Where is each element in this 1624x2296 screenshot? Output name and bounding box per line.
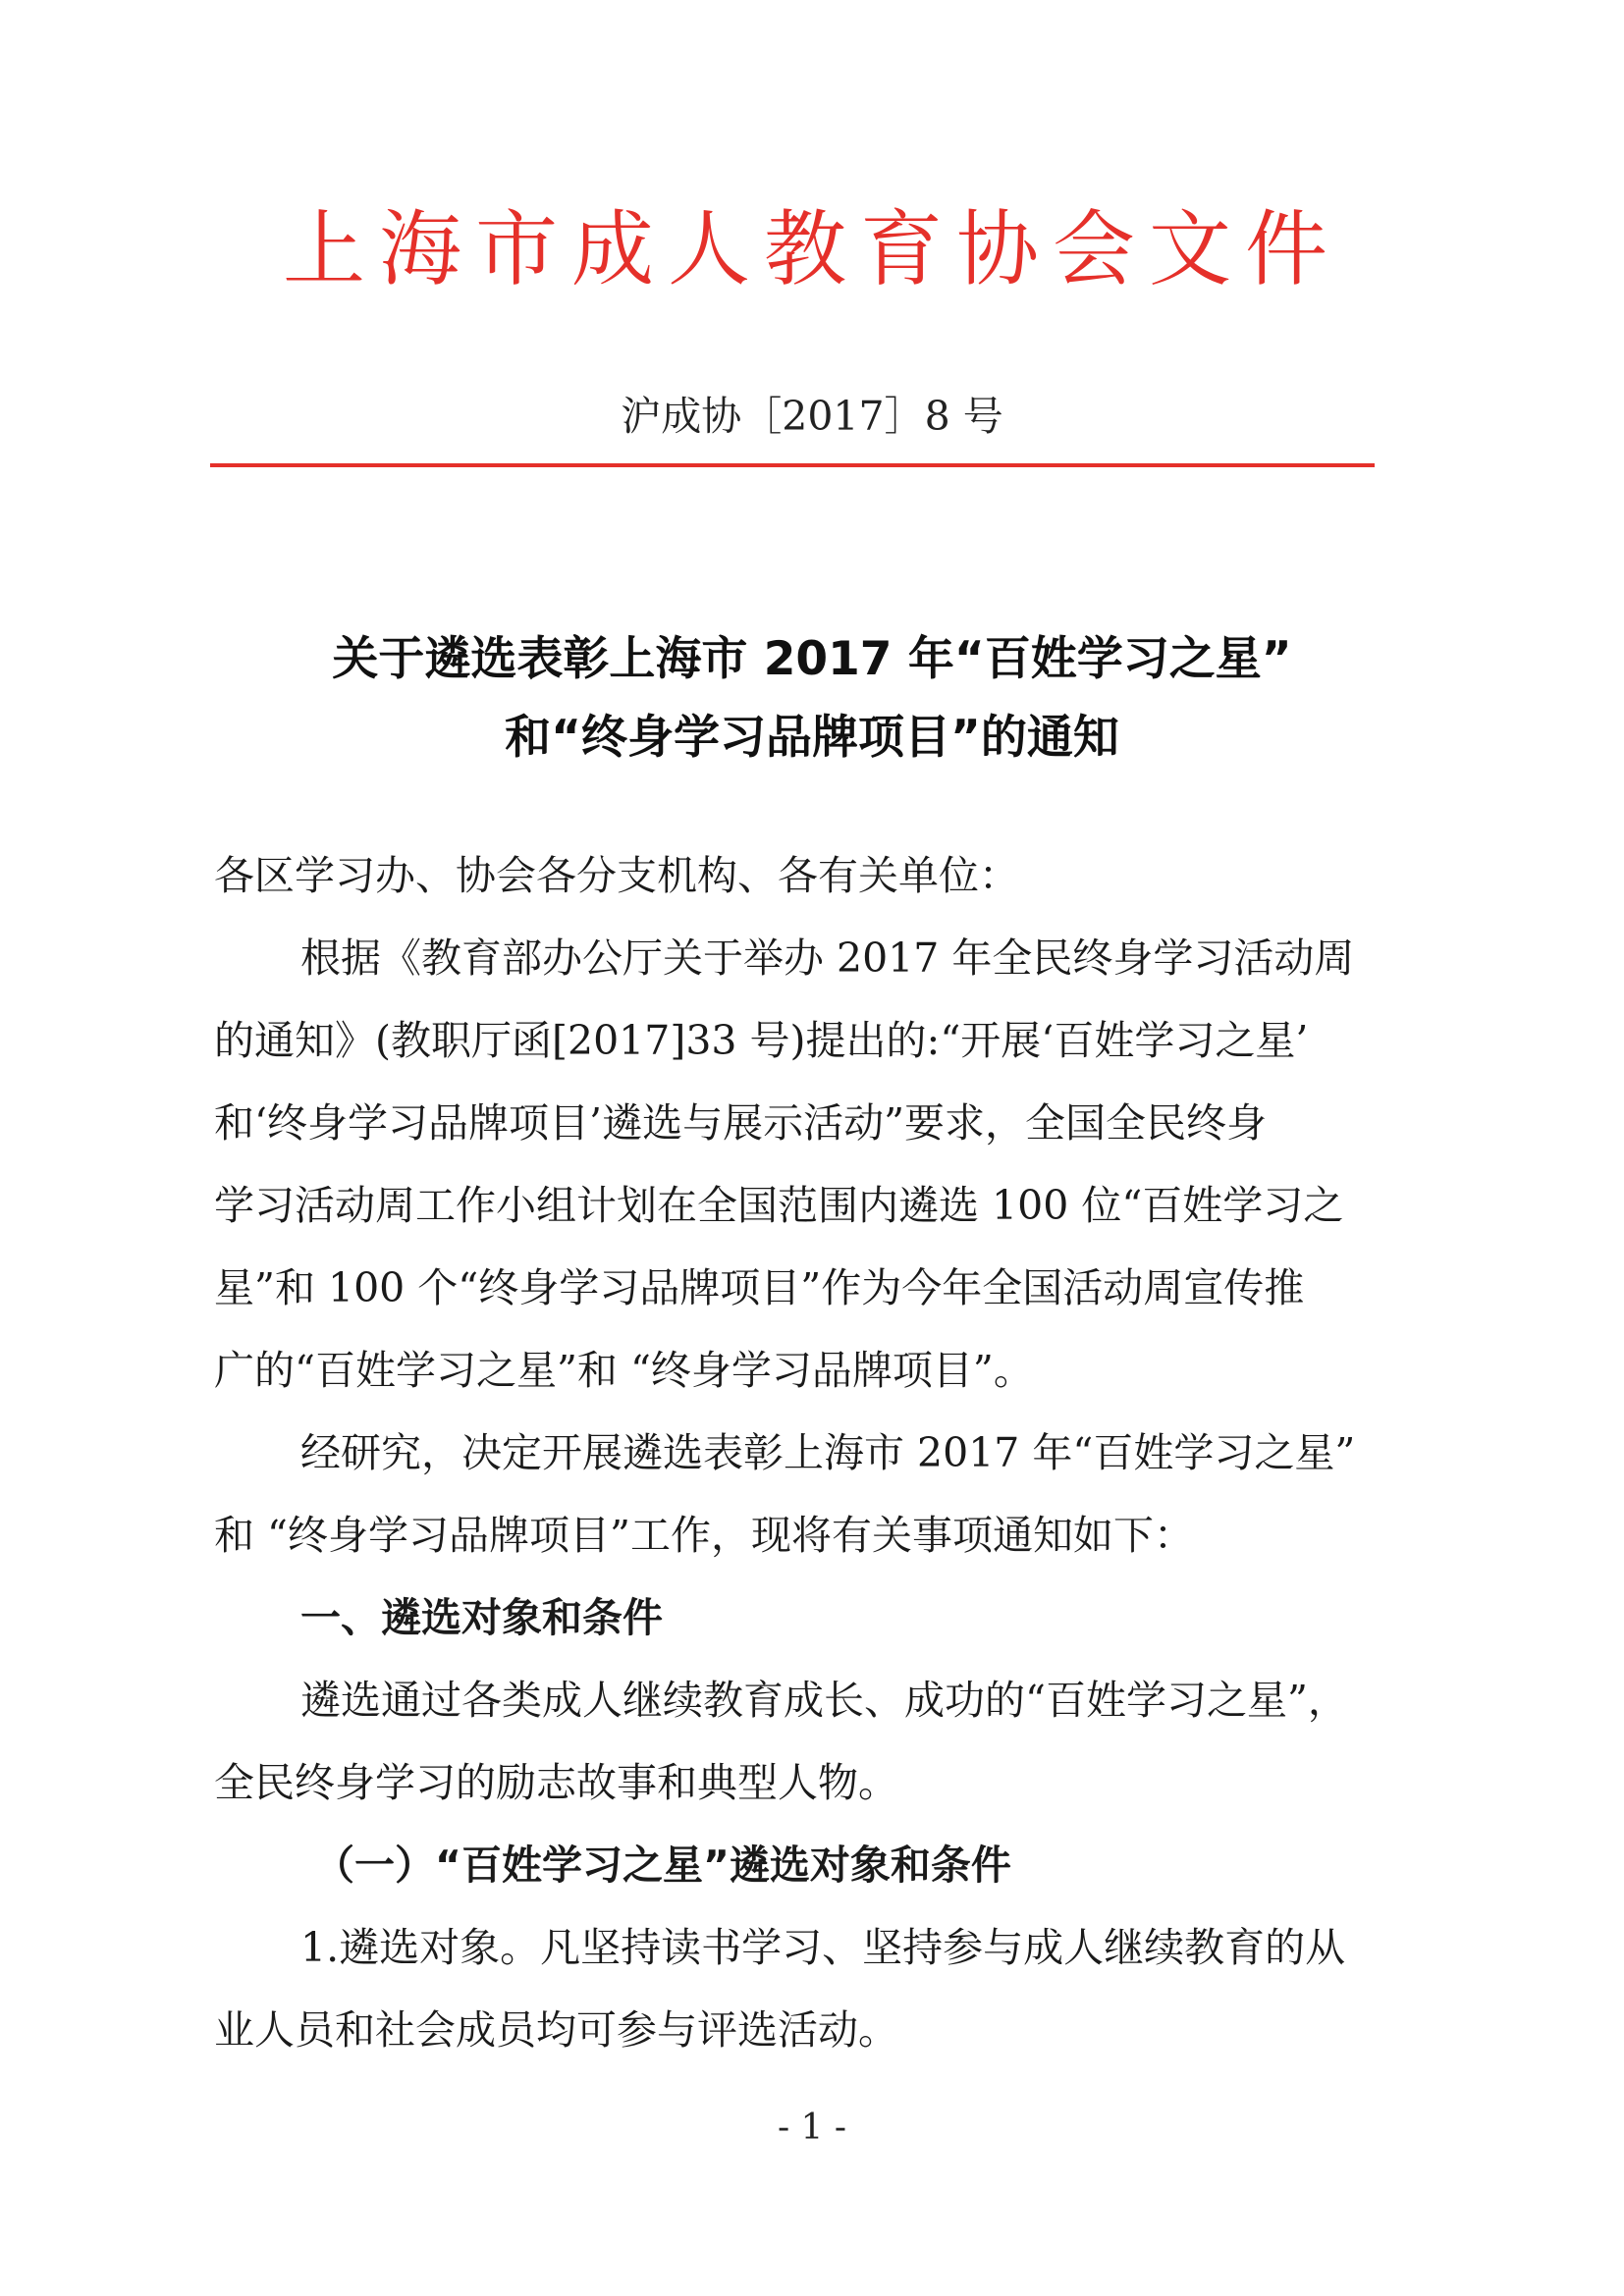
notice-title-line-2: 和“终身学习品牌项目”的通知	[505, 711, 1119, 765]
paragraph-1-line: 的通知》(教职厅函[2017]33 号)提出的:“开展‘百姓学习之星’	[214, 1017, 1309, 1064]
paragraph-4-line: 业人员和社会成员均可参与评选活动。	[214, 2006, 898, 2054]
document-masthead: 上海市成人教育协会文件	[282, 201, 1341, 297]
salutation: 各区学习办、协会各分支机构、各有关单位：	[214, 852, 1019, 899]
paragraph-2-line: 和 “终身学习品牌项目”工作，现将有关事项通知如下：	[214, 1512, 1194, 1559]
paragraph-1-line: 广的“百姓学习之星”和 “终身学习品牌项目”。	[214, 1347, 1034, 1394]
paragraph-1-line: 星”和 100 个“终身学习品牌项目”作为今年全国活动周宣传推	[214, 1264, 1305, 1311]
paragraph-3-line: 遴选通过各类成人继续教育成长、成功的“百姓学习之星”，	[300, 1677, 1348, 1724]
page-number: - 1 -	[777, 2108, 847, 2148]
paragraph-1-line: 根据《教育部办公厅关于举办 2017 年全民终身学习活动周	[300, 934, 1355, 982]
paragraph-2-line: 经研究，决定开展遴选表彰上海市 2017 年“百姓学习之星”	[300, 1429, 1356, 1476]
paragraph-1-line: 学习活动周工作小组计划在全国范围内遴选 100 位“百姓学习之	[214, 1182, 1344, 1229]
document-number: 沪成协［2017］8 号	[621, 393, 1003, 440]
paragraph-3-line: 全民终身学习的励志故事和典型人物。	[214, 1759, 898, 1806]
subsection-heading-1: （一）“百姓学习之星”遴选对象和条件	[314, 1842, 1011, 1889]
red-divider-rule	[210, 463, 1375, 467]
paragraph-4-line: 1.遴选对象。凡坚持读书学习、坚持参与成人继续教育的从	[300, 1924, 1346, 1971]
section-heading-1: 一、遴选对象和条件	[300, 1594, 663, 1641]
paragraph-1-line: 和‘终身学习品牌项目’遴选与展示活动”要求，全国全民终身	[214, 1099, 1268, 1147]
notice-title-line-1: 关于遴选表彰上海市 2017 年“百姓学习之星”	[332, 632, 1292, 686]
